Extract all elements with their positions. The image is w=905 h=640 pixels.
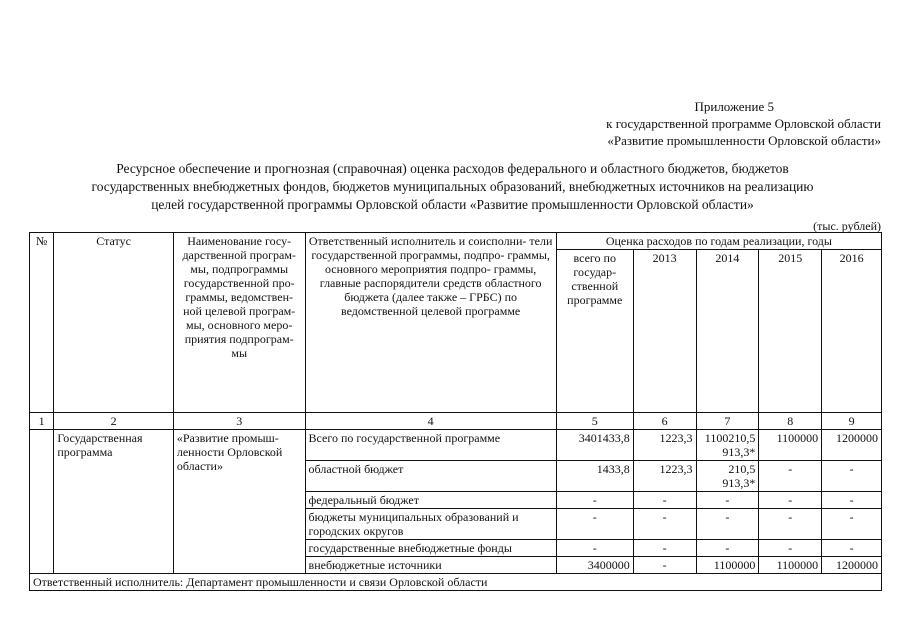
header-status: Статус bbox=[54, 233, 174, 413]
header-2014: 2014 bbox=[696, 250, 759, 413]
index-cell: 2 bbox=[54, 413, 174, 430]
responsible-executor: Ответственный исполнитель: Департамент промышленности и связи Орловской области bbox=[30, 574, 882, 591]
index-cell: 7 bbox=[696, 413, 759, 430]
annex-number: Приложение 5 bbox=[694, 99, 774, 114]
y2015-cell: - bbox=[759, 492, 822, 509]
y2016-cell: 1200000 bbox=[822, 557, 882, 574]
total-cell: - bbox=[556, 509, 633, 540]
footer-row bbox=[30, 574, 882, 591]
y2014-value: 210,5 bbox=[728, 462, 756, 476]
y2016-cell: - bbox=[822, 540, 882, 557]
header-2016: 2016 bbox=[822, 250, 882, 413]
y2016-cell: - bbox=[822, 461, 882, 492]
total-cell: 3401433,8 bbox=[556, 430, 633, 461]
y2013-cell: - bbox=[633, 492, 696, 509]
y2015-cell: 1100000 bbox=[759, 557, 822, 574]
index-cell: 9 bbox=[822, 413, 882, 430]
y2014-cell: - bbox=[696, 540, 759, 557]
y2014-cell: 1100000 bbox=[696, 557, 759, 574]
y2014-cell: - bbox=[696, 492, 759, 509]
annex-header bbox=[606, 98, 881, 149]
header-num: № bbox=[30, 233, 54, 413]
source-cell: федеральный бюджет bbox=[305, 492, 556, 509]
total-cell: 3400000 bbox=[556, 557, 633, 574]
y2013-cell: - bbox=[633, 557, 696, 574]
y2014-note: 913,3* bbox=[722, 476, 756, 490]
index-cell: 3 bbox=[173, 413, 305, 430]
y2015-cell: 1100000 bbox=[759, 430, 822, 461]
status-cell: Государственная программа bbox=[54, 430, 174, 574]
units-label: (тыс. рублей) bbox=[813, 219, 881, 233]
header-executor: Ответственный исполнитель и соисполни- тели государственной программы, подпро- граммы, основного мероприятия подпро- граммы, главные распорядители средств областного бюджета (далее также – ГРБС) по ведомственной целевой программе bbox=[305, 233, 556, 413]
total-cell: - bbox=[556, 540, 633, 557]
program-cell: «Развитие промыш- ленности Орловской области» bbox=[173, 430, 305, 574]
header-2013: 2013 bbox=[633, 250, 696, 413]
y2014-cell bbox=[696, 461, 759, 492]
num-cell bbox=[30, 430, 54, 574]
index-cell: 6 bbox=[633, 413, 696, 430]
source-cell: областной бюджет bbox=[305, 461, 556, 492]
index-cell: 4 bbox=[305, 413, 556, 430]
y2014-note: 913,3* bbox=[722, 445, 756, 459]
header-2015: 2015 bbox=[759, 250, 822, 413]
source-cell: бюджеты муниципальных образований и городских округов bbox=[305, 509, 556, 540]
resource-table bbox=[29, 232, 882, 591]
title-line-2: государственных внебюджетных фондов, бюджетов муниципальных образований, внебюджетных источников на реализацию bbox=[91, 179, 814, 194]
source-cell: внебюджетные источники bbox=[305, 557, 556, 574]
index-cell: 1 bbox=[30, 413, 54, 430]
y2015-cell: - bbox=[759, 461, 822, 492]
y2014-value: 1100210,5 bbox=[704, 431, 756, 445]
y2015-cell: - bbox=[759, 509, 822, 540]
y2016-cell: - bbox=[822, 492, 882, 509]
header-estimate: Оценка расходов по годам реализации, годы bbox=[556, 233, 881, 250]
index-cell: 8 bbox=[759, 413, 822, 430]
total-cell: 1433,8 bbox=[556, 461, 633, 492]
y2014-cell bbox=[696, 430, 759, 461]
index-row bbox=[30, 413, 882, 430]
title-line-1: Ресурсное обеспечение и прогнозная (справочная) оценка расходов федерального и областного бюджетов, бюджетов bbox=[116, 161, 789, 176]
table-row bbox=[30, 430, 882, 461]
y2013-cell: 1223,3 bbox=[633, 461, 696, 492]
y2016-cell: - bbox=[822, 509, 882, 540]
source-cell: государственные внебюджетные фонды bbox=[305, 540, 556, 557]
document-title bbox=[24, 160, 881, 214]
y2013-cell: - bbox=[633, 509, 696, 540]
header-total: всего по государ- ственной программе bbox=[556, 250, 633, 413]
index-cell: 5 bbox=[556, 413, 633, 430]
annex-reference: к государственной программе Орловской области bbox=[606, 116, 881, 131]
annex-program-name: «Развитие промышленности Орловской области» bbox=[607, 133, 881, 148]
header-row-1 bbox=[30, 233, 882, 250]
source-cell: Всего по государственной программе bbox=[305, 430, 556, 461]
y2013-cell: 1223,3 bbox=[633, 430, 696, 461]
header-name: Наименование госу- дарственной програм- мы, подпрограммы государственной про- граммы, ведомствен- ной целевой програм- мы, основного меро- приятия подпрограм- мы bbox=[173, 233, 305, 413]
y2013-cell: - bbox=[633, 540, 696, 557]
title-line-3: целей государственной программы Орловской области «Развитие промышленности Орловской области» bbox=[151, 197, 754, 212]
total-cell: - bbox=[556, 492, 633, 509]
y2014-cell: - bbox=[696, 509, 759, 540]
y2016-cell: 1200000 bbox=[822, 430, 882, 461]
y2015-cell: - bbox=[759, 540, 822, 557]
